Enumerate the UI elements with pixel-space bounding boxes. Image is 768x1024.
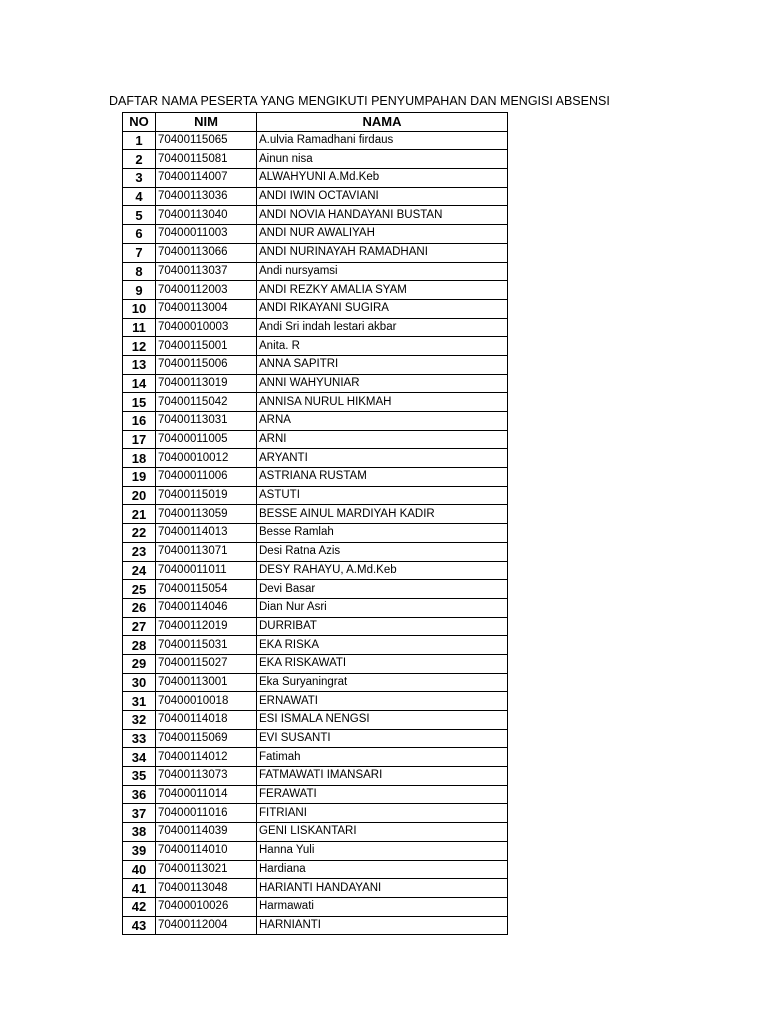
table-header-row [123,113,508,132]
table-row [123,860,508,879]
cell-nama: Andi nursyamsi [257,262,508,281]
cell-nama: Anita. R [257,337,508,356]
cell-nim: 70400112003 [156,281,257,300]
cell-nim: 70400115019 [156,486,257,505]
cell-nim: 70400113004 [156,299,257,318]
cell-nama: ANDI NOVIA HANDAYANI BUSTAN [257,206,508,225]
cell-no: 29 [123,654,156,673]
table-row [123,542,508,561]
cell-no: 21 [123,505,156,524]
cell-no: 20 [123,486,156,505]
table-row [123,561,508,580]
table-row [123,748,508,767]
cell-no: 10 [123,299,156,318]
cell-no: 28 [123,636,156,655]
participant-table [122,112,508,935]
cell-nim: 70400113073 [156,767,257,786]
cell-no: 15 [123,393,156,412]
cell-nim: 70400113037 [156,262,257,281]
cell-nama: ASTRIANA RUSTAM [257,468,508,487]
table-row [123,449,508,468]
cell-no: 25 [123,580,156,599]
cell-nama: ANDI NURINAYAH RAMADHANI [257,243,508,262]
cell-nama: ERNAWATI [257,692,508,711]
table-row [123,281,508,300]
cell-nim: 70400010018 [156,692,257,711]
cell-nim: 70400113036 [156,187,257,206]
document-title: DAFTAR NAMA PESERTA YANG MENGIKUTI PENYUMPAHAN DAN MENGISI ABSENSI [109,94,610,108]
cell-nim: 70400115069 [156,729,257,748]
cell-no: 33 [123,729,156,748]
table-row [123,524,508,543]
cell-no: 5 [123,206,156,225]
table-row [123,468,508,487]
cell-no: 3 [123,169,156,188]
cell-no: 35 [123,767,156,786]
cell-no: 27 [123,617,156,636]
cell-nim: 70400114013 [156,524,257,543]
cell-no: 17 [123,430,156,449]
cell-nama: ARYANTI [257,449,508,468]
cell-nim: 70400114018 [156,711,257,730]
table-row [123,841,508,860]
cell-nama: ESI ISMALA NENGSI [257,711,508,730]
cell-nim: 70400115031 [156,636,257,655]
cell-nim: 70400115027 [156,654,257,673]
cell-nama: A.ulvia Ramadhani firdaus [257,131,508,150]
cell-nim: 70400114039 [156,823,257,842]
cell-no: 4 [123,187,156,206]
cell-no: 41 [123,879,156,898]
cell-nim: 70400112019 [156,617,257,636]
cell-no: 39 [123,841,156,860]
table-row [123,785,508,804]
table-row [123,131,508,150]
table-row [123,374,508,393]
cell-nim: 70400113031 [156,412,257,431]
cell-nama: ANDI RIKAYANI SUGIRA [257,299,508,318]
table-row [123,673,508,692]
cell-nim: 70400115065 [156,131,257,150]
cell-nama: ANNI WAHYUNIAR [257,374,508,393]
cell-nama: Hanna Yuli [257,841,508,860]
table-row [123,916,508,935]
table-row [123,486,508,505]
cell-no: 13 [123,355,156,374]
cell-nama: Desi Ratna Azis [257,542,508,561]
cell-nim: 70400113048 [156,879,257,898]
table-row [123,169,508,188]
table-row [123,804,508,823]
cell-no: 30 [123,673,156,692]
table-row [123,187,508,206]
cell-nama: Fatimah [257,748,508,767]
table-row [123,355,508,374]
table-row [123,206,508,225]
cell-no: 19 [123,468,156,487]
header-nama: NAMA [257,113,508,132]
cell-nama: GENI LISKANTARI [257,823,508,842]
cell-nim: 70400115042 [156,393,257,412]
table-row [123,393,508,412]
table-row [123,654,508,673]
table-row [123,150,508,169]
cell-nim: 70400011005 [156,430,257,449]
cell-nim: 70400112004 [156,916,257,935]
cell-nama: EKA RISKA [257,636,508,655]
table-row [123,636,508,655]
cell-nama: Devi Basar [257,580,508,599]
cell-nim: 70400011003 [156,225,257,244]
cell-nim: 70400115001 [156,337,257,356]
cell-no: 42 [123,897,156,916]
cell-nama: Harmawati [257,897,508,916]
cell-nim: 70400114012 [156,748,257,767]
cell-nim: 70400113071 [156,542,257,561]
cell-nim: 70400113040 [156,206,257,225]
table-row [123,299,508,318]
cell-no: 24 [123,561,156,580]
cell-no: 38 [123,823,156,842]
table-body [123,131,508,935]
cell-no: 23 [123,542,156,561]
cell-nim: 70400115006 [156,355,257,374]
cell-nama: Hardiana [257,860,508,879]
cell-nim: 70400114007 [156,169,257,188]
cell-no: 6 [123,225,156,244]
cell-nama: Andi Sri indah lestari akbar [257,318,508,337]
cell-nim: 70400010012 [156,449,257,468]
cell-no: 22 [123,524,156,543]
cell-nama: Ainun nisa [257,150,508,169]
cell-nim: 70400011014 [156,785,257,804]
table-row [123,225,508,244]
cell-nim: 70400115054 [156,580,257,599]
cell-nama: Dian Nur Asri [257,598,508,617]
cell-nama: BESSE AINUL MARDIYAH KADIR [257,505,508,524]
cell-nim: 70400114046 [156,598,257,617]
cell-nama: ARNA [257,412,508,431]
table-row [123,318,508,337]
cell-no: 36 [123,785,156,804]
cell-nama: ANNISA NURUL HIKMAH [257,393,508,412]
cell-no: 43 [123,916,156,935]
cell-no: 14 [123,374,156,393]
table-row [123,337,508,356]
cell-nama: DESY RAHAYU, A.Md.Keb [257,561,508,580]
cell-nim: 70400113001 [156,673,257,692]
cell-no: 40 [123,860,156,879]
cell-no: 9 [123,281,156,300]
cell-nama: DURRIBAT [257,617,508,636]
cell-no: 12 [123,337,156,356]
cell-no: 16 [123,412,156,431]
table-row [123,243,508,262]
table-row [123,430,508,449]
table-row [123,729,508,748]
header-no: NO [123,113,156,132]
table-row [123,711,508,730]
cell-nama: ARNI [257,430,508,449]
cell-no: 2 [123,150,156,169]
cell-nama: EKA RISKAWATI [257,654,508,673]
cell-nim: 70400113021 [156,860,257,879]
cell-no: 37 [123,804,156,823]
table-row [123,598,508,617]
cell-nim: 70400011016 [156,804,257,823]
cell-nim: 70400010026 [156,897,257,916]
cell-no: 7 [123,243,156,262]
cell-nama: ANNA SAPITRI [257,355,508,374]
table-row [123,823,508,842]
cell-nama: FERAWATI [257,785,508,804]
cell-nama: ANDI IWIN OCTAVIANI [257,187,508,206]
cell-nim: 70400011006 [156,468,257,487]
cell-nama: FITRIANI [257,804,508,823]
cell-no: 1 [123,131,156,150]
cell-nama: Eka Suryaningrat [257,673,508,692]
table-row [123,262,508,281]
header-nim: NIM [156,113,257,132]
table-row [123,897,508,916]
table-row [123,879,508,898]
cell-nama: ASTUTI [257,486,508,505]
table-row [123,617,508,636]
cell-nama: ANDI NUR AWALIYAH [257,225,508,244]
cell-nim: 70400113059 [156,505,257,524]
table-row [123,580,508,599]
cell-nama: HARIANTI HANDAYANI [257,879,508,898]
cell-nim: 70400010003 [156,318,257,337]
cell-no: 26 [123,598,156,617]
table-row [123,767,508,786]
cell-nim: 70400114010 [156,841,257,860]
table-row [123,505,508,524]
cell-no: 8 [123,262,156,281]
cell-nama: ANDI REZKY AMALIA SYAM [257,281,508,300]
cell-no: 32 [123,711,156,730]
cell-nama: FATMAWATI IMANSARI [257,767,508,786]
cell-nama: HARNIANTI [257,916,508,935]
cell-nama: ALWAHYUNI A.Md.Keb [257,169,508,188]
cell-nama: EVI SUSANTI [257,729,508,748]
cell-no: 34 [123,748,156,767]
cell-no: 11 [123,318,156,337]
cell-no: 18 [123,449,156,468]
cell-nama: Besse Ramlah [257,524,508,543]
cell-nim: 70400011011 [156,561,257,580]
cell-no: 31 [123,692,156,711]
table-row [123,412,508,431]
cell-nim: 70400115081 [156,150,257,169]
table-row [123,692,508,711]
cell-nim: 70400113019 [156,374,257,393]
cell-nim: 70400113066 [156,243,257,262]
